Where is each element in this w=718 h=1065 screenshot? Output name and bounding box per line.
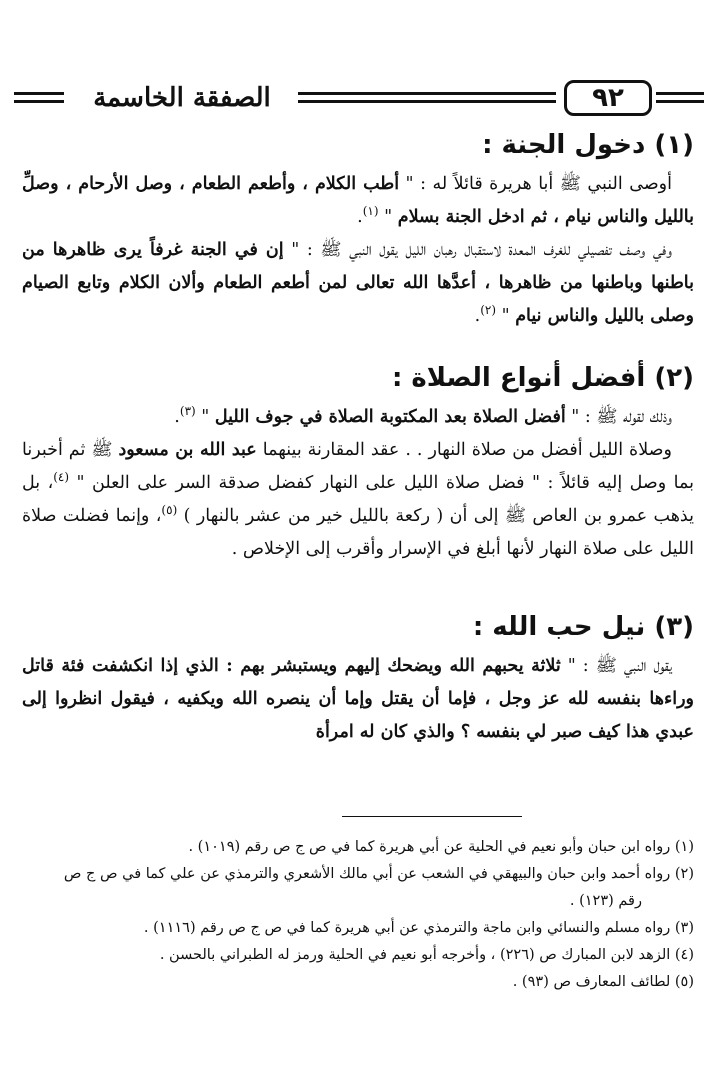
section-title-best-prayer: (٢) أفضل أنواع الصلاة : (391, 363, 694, 393)
paragraph-text: وذلك لقوله ﷺ : " (565, 407, 672, 427)
footnote-separator (342, 816, 522, 817)
paragraph (22, 234, 694, 333)
hadith-quote: أطب الكلام ، وأطعم الطعام ، وصل الأرحام ، وصلِّ بالليل والناس نيام ، ثم ادخل الجنة بسلام (22, 174, 694, 227)
footnote-ref[interactable]: (٢) (480, 303, 497, 318)
narrator-name: عبد الله بن مسعود (118, 440, 257, 460)
paragraph-text: ، وإنما فضلت صلاة الليل على صلاة النهار لأنها أبلغ في الإسرار وأقرب إلى الإخلاص . (22, 506, 694, 559)
paragraph (22, 168, 694, 234)
footnotes (22, 834, 694, 996)
footnote-ref[interactable]: (٣) (179, 404, 196, 419)
footnote-2: (٢) رواه أحمد وابن حبان والبيهقي في الشعب عن أبي مالك الأشعري والترمذي عن علي كما في ص ج ص (63, 866, 694, 882)
footnote-ref[interactable]: (١) (362, 204, 379, 219)
punctuation: . (474, 306, 481, 326)
quote-close: " (496, 306, 516, 326)
paragraph-text: وصلاة الليل أفضل من صلاة النهار . . عقد المقارنة بينهما (256, 440, 672, 460)
paragraph-text: يقول النبي ﷺ : " (560, 656, 672, 676)
header-rule-middle (298, 92, 556, 103)
punctuation: . (174, 407, 180, 427)
paragraph-text: ﷺ ثم أخبرنا بما وصل إليه قائلاً : " فضل صلاة الليل على النهار كفضل صدقة السر على العلن " (22, 440, 694, 493)
footnote-ref[interactable]: (٥) (161, 503, 178, 518)
paragraph (22, 650, 694, 749)
punctuation: . (357, 207, 363, 227)
quote-close: " (378, 207, 398, 227)
hadith-quote: أفضل الصلاة بعد المكتوبة الصلاة في جوف الليل (214, 407, 566, 427)
hadith-quote: ثلاثة يحبهم الله ويضحك إليهم ويستبشر بهم : الذي إذا انكشفت فئة قاتل وراءها بنفسه لله عز وجل ، فإما أن يقتل وإما أن ينصره الله ويكفيه ، فيقول انظروا إلى عبدي هذا كيف صبر لي بنفسه ؟ والذي كان له امرأة (22, 656, 694, 742)
footnote-1: (١) رواه ابن حبان وأبو نعيم في الحلية عن أبي هريرة كما في ص ج ص رقم (١٠١٩) . (188, 839, 694, 855)
footnote-5: (٥) لطائف المعارف ص (٩٣) . (512, 974, 694, 990)
paragraph (22, 401, 694, 434)
footnote-3: (٣) رواه مسلم والنسائي وابن ماجة والترمذي عن أبي هريرة كما في ص ج ص رقم (١١١٦) . (143, 920, 694, 936)
main-text (22, 122, 694, 749)
header-rule-right (656, 92, 704, 103)
page-header (14, 78, 704, 122)
footnote-ref[interactable]: (٤) (53, 470, 70, 485)
quote-close: " (195, 407, 215, 427)
footnote-4: (٤) الزهد لابن المبارك ص (٢٢٦) ، وأخرجه أبو نعيم في الحلية ورمز له الطبراني بالحسن . (159, 947, 694, 963)
header-rule-left (14, 92, 64, 103)
section-title-love-of-god: (٣) نيل حب الله : (472, 612, 694, 642)
paragraph-text: وفي وصف تفصيلي للغرف المعدة لاستقبال رهبان الليل يقول النبي ﷺ : " (283, 240, 672, 260)
section-title-paradise: (١) دخول الجنة : (482, 130, 694, 160)
footnote-2-continued: رقم (١٢٣) . (569, 893, 642, 909)
paragraph-text: أوصى النبي ﷺ أبا هريرة قائلاً له : " (399, 174, 672, 194)
paragraph (22, 434, 694, 566)
hadith-quote: إن في الجنة غرفاً يرى ظاهرها من باطنها وباطنها من ظاهرها ، أعدَّها الله تعالى لمن أطعم الطعام وألان الكلام وتابع الصيام وصلى بالليل والناس نيام (22, 240, 694, 326)
page-number: ٩٢ (564, 80, 652, 116)
running-title: الصفقة الخاسمة (93, 83, 271, 113)
paragraph-text: ، بل يذهب عمرو بن العاص ﷺ إلى أن ( ركعة بالليل خير من عشر بالنهار ) (22, 473, 694, 526)
